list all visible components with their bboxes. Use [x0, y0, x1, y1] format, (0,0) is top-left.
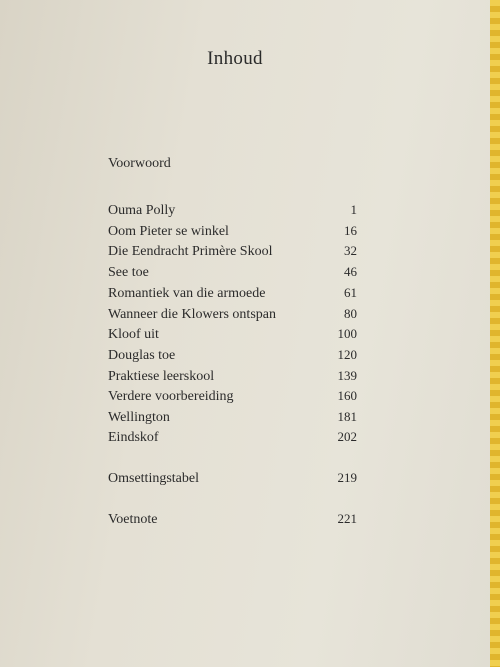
toc-entry-page: 219	[337, 470, 357, 485]
page-title: Inhoud	[207, 48, 263, 69]
toc-entry-page: 32	[344, 243, 357, 258]
toc-entry	[108, 346, 357, 365]
toc-entry-title: Die Eendracht Primère Skool	[108, 244, 273, 259]
back-matter-entry	[108, 469, 357, 488]
toc-entry	[108, 242, 357, 261]
toc-entry-page: 160	[337, 388, 357, 403]
toc-entry-page: 80	[344, 306, 357, 321]
toc-entry	[108, 263, 357, 282]
toc-entry-title: Romantiek van die armoede	[108, 286, 266, 301]
toc-entry-title: Verdere voorbereiding	[108, 389, 234, 404]
toc-entry-page: 16	[344, 223, 357, 238]
toc-entry-page: 1	[350, 202, 357, 217]
toc-entry-title: Wellington	[108, 410, 170, 425]
toc-entry	[108, 201, 357, 220]
toc-entry	[108, 305, 357, 324]
toc-entry-title: Voetnote	[108, 512, 158, 527]
toc-entry-title: Praktiese leerskool	[108, 369, 215, 384]
toc-entry	[108, 428, 357, 447]
back-matter-entry	[108, 510, 357, 529]
toc-entry-title: Kloof uit	[108, 327, 159, 342]
toc-entry-page: 202	[337, 429, 357, 444]
toc-entry-page: 46	[344, 264, 357, 279]
toc-entry-page: 61	[344, 285, 357, 300]
toc-entry-title: See toe	[108, 265, 149, 280]
toc-entry	[108, 387, 357, 406]
toc-entry-page: 100	[337, 326, 357, 341]
toc-entry-title: Oom Pieter se winkel	[108, 224, 229, 239]
preface-entry: Voorwoord	[108, 156, 171, 171]
toc-entry	[108, 325, 357, 344]
toc-entry	[108, 408, 357, 427]
toc-entry	[108, 222, 357, 241]
toc-entry	[108, 367, 357, 386]
toc-entry-title: Wanneer die Klowers ontspan	[108, 307, 276, 322]
toc-entry	[108, 284, 357, 303]
toc-entry-page: 139	[337, 368, 357, 383]
toc-entry-page: 120	[337, 347, 357, 362]
toc-entry-page: 221	[337, 511, 357, 526]
toc-entry-title: Douglas toe	[108, 348, 176, 363]
toc-entry-title: Omsettingstabel	[108, 471, 199, 486]
toc-entry-page: 181	[337, 409, 357, 424]
toc-entry-title: Ouma Polly	[108, 203, 176, 218]
toc-entry-title: Eindskof	[108, 430, 159, 445]
page-edge-stripe	[490, 0, 500, 667]
